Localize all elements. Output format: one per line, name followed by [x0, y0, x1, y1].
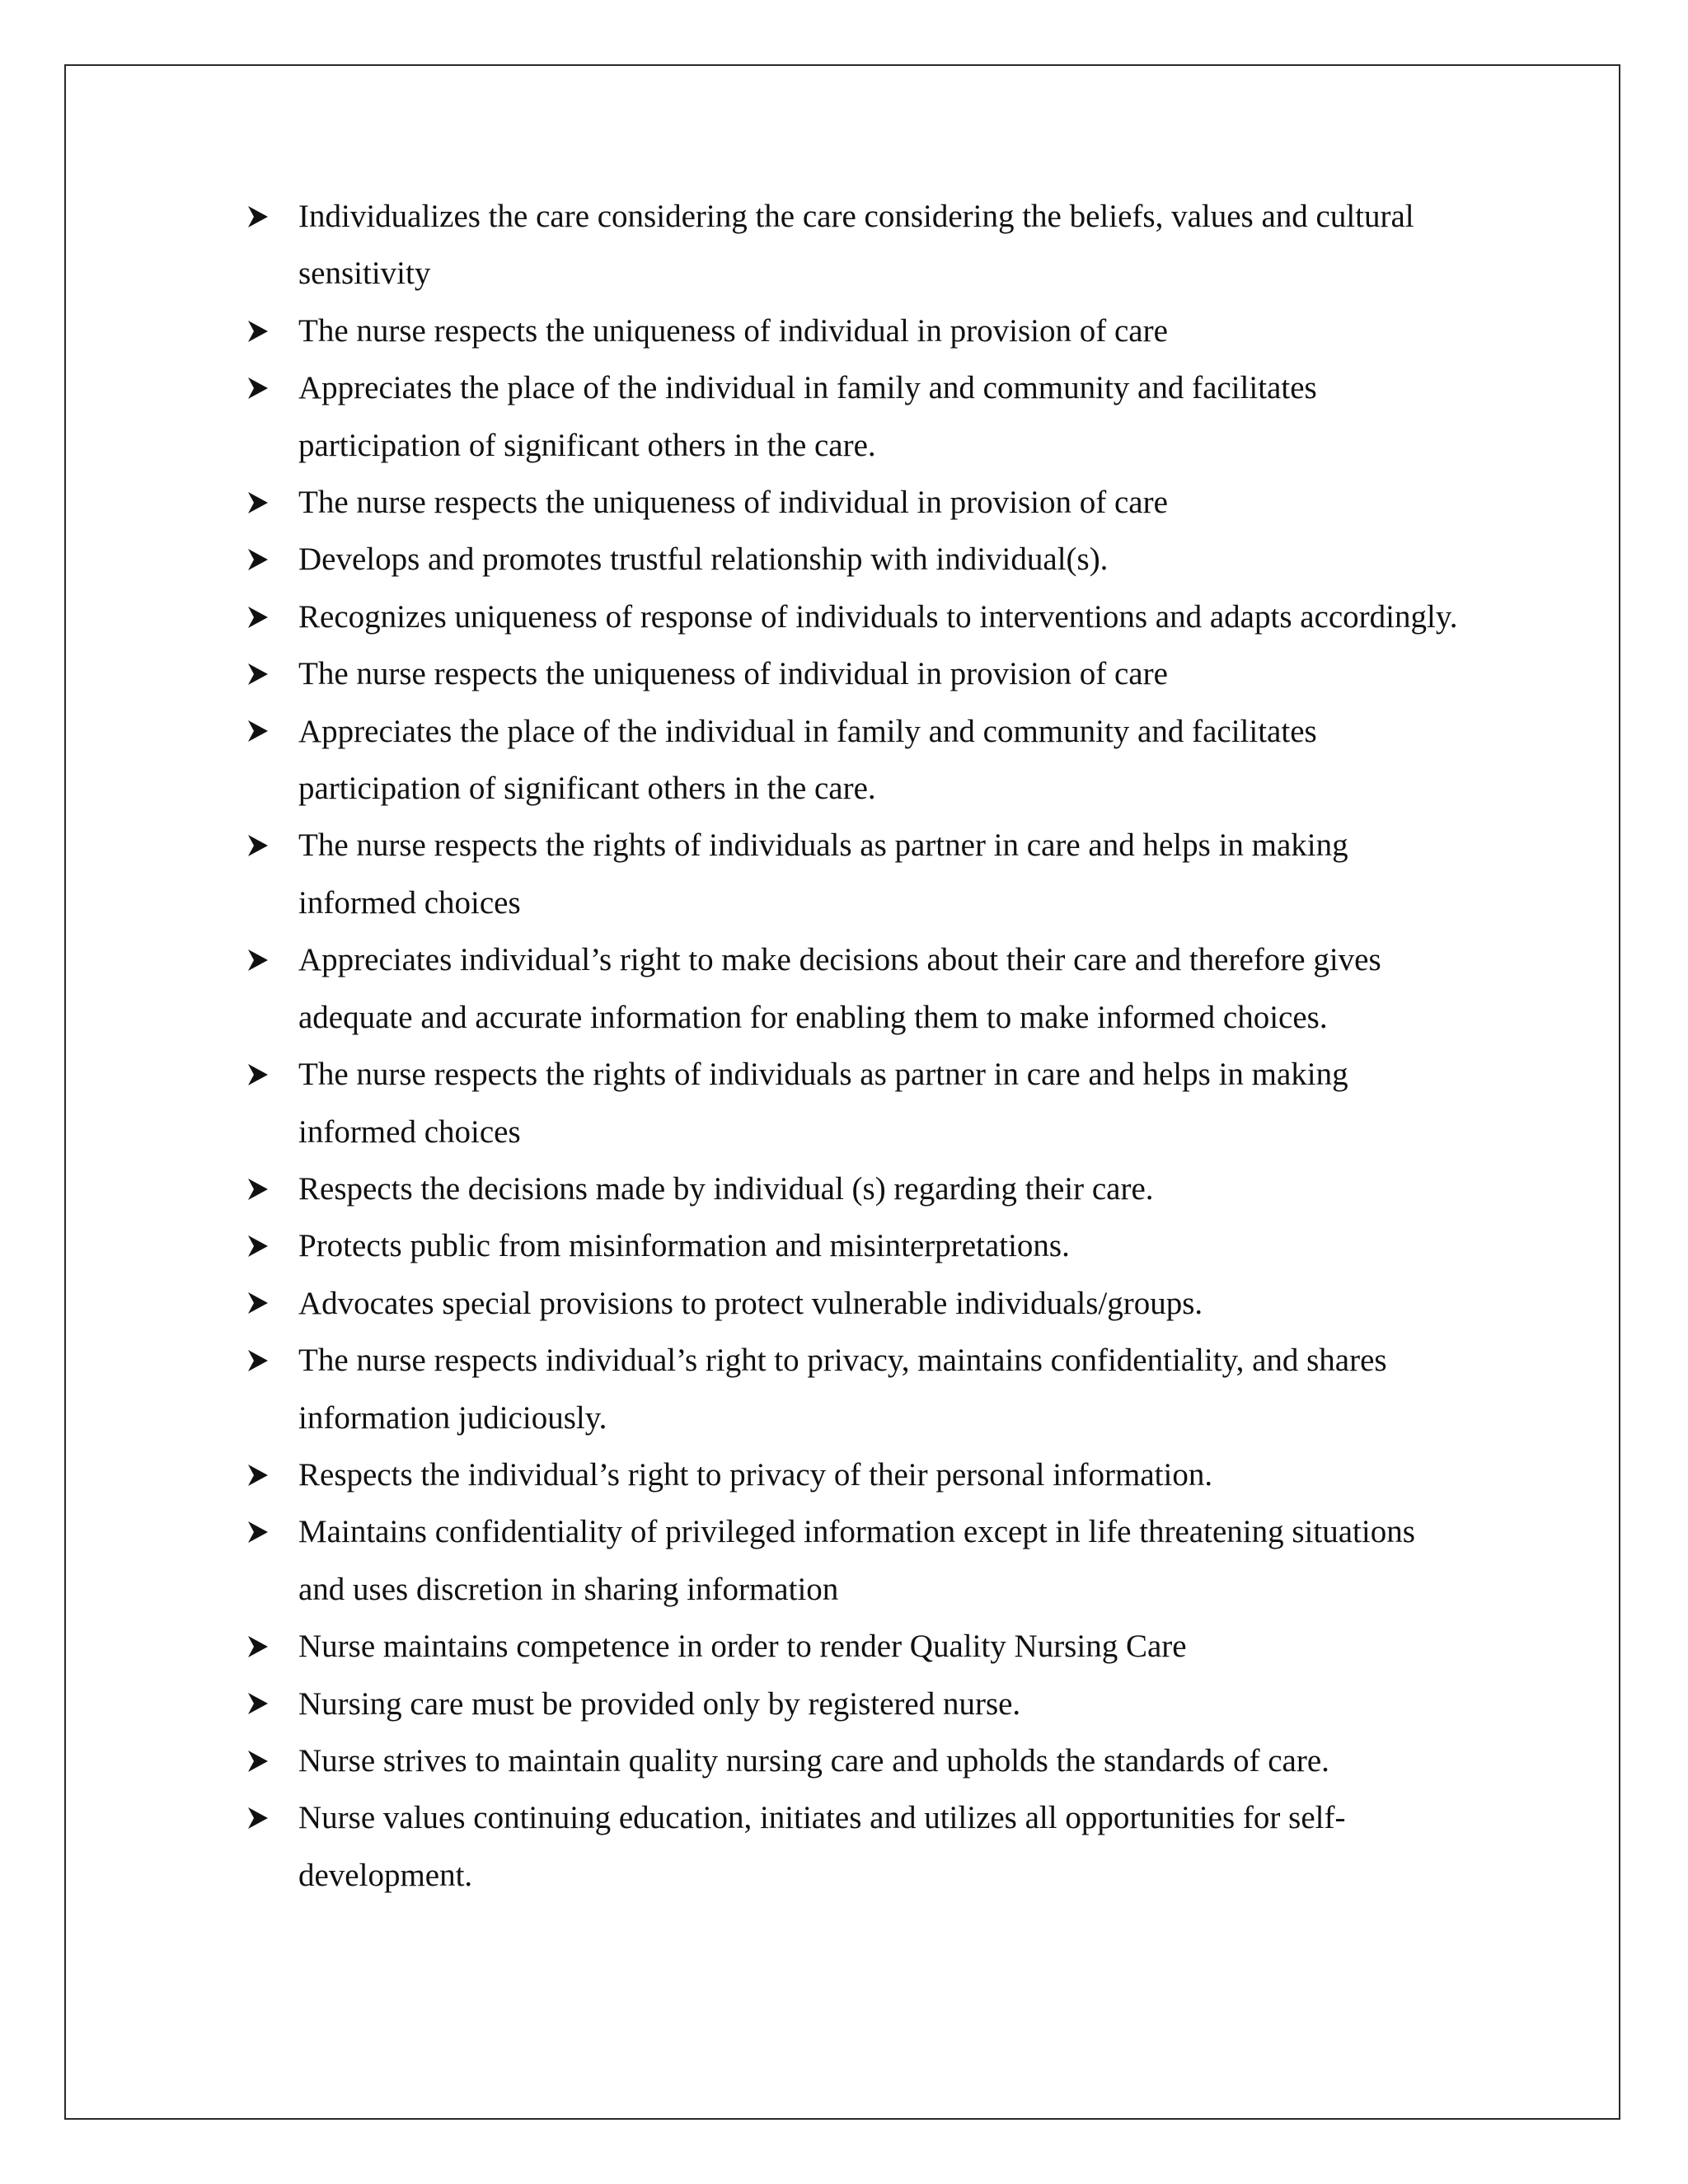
list-item	[247, 1789, 1467, 1904]
arrowhead-bullet-icon	[247, 1217, 275, 1274]
list-item-text: Nurse values continuing education, initiates and utilizes all opportunities for self-development.	[298, 1800, 1346, 1893]
list-item	[247, 474, 1467, 531]
list-item-text: The nurse respects individual’s right to privacy, maintains confidentiality, and shares information judiciously.	[298, 1343, 1387, 1436]
list-item	[247, 1503, 1467, 1618]
arrowhead-bullet-icon	[247, 817, 275, 874]
arrowhead-bullet-icon	[247, 1446, 275, 1503]
list-item	[247, 1046, 1467, 1160]
list-item-text: Advocates special provisions to protect vulnerable individuals/groups.	[298, 1285, 1203, 1321]
arrowhead-bullet-icon	[247, 1503, 275, 1560]
list-item	[247, 359, 1467, 474]
list-item	[247, 931, 1467, 1046]
list-item-text: Appreciates individual’s right to make decisions about their care and therefore gives adequate and accurate information for enabling them to make informed choices.	[298, 942, 1381, 1035]
arrowhead-bullet-icon	[247, 1732, 275, 1789]
arrowhead-bullet-icon	[247, 1160, 275, 1217]
list-item-text: The nurse respects the uniqueness of individual in provision of care	[298, 312, 1168, 349]
list-item-text: Maintains confidentiality of privileged information except in life threatening situations and uses discretion in sharing information	[298, 1514, 1415, 1607]
list-item	[247, 1275, 1467, 1332]
list-item-text: Respects the individual’s right to privacy of their personal information.	[298, 1456, 1213, 1493]
list-item-text: Appreciates the place of the individual in family and community and facilitates participation of significant others in the care.	[298, 713, 1317, 807]
arrowhead-bullet-icon	[247, 188, 275, 245]
list-item-text: Nurse maintains competence in order to render Quality Nursing Care	[298, 1629, 1187, 1665]
list-item-text: The nurse respects the uniqueness of individual in provision of care	[298, 656, 1168, 692]
list-item	[247, 1675, 1467, 1732]
arrowhead-bullet-icon	[247, 1275, 275, 1332]
list-item	[247, 1732, 1467, 1789]
arrowhead-bullet-icon	[247, 1046, 275, 1103]
list-item	[247, 1446, 1467, 1503]
arrowhead-bullet-icon	[247, 1332, 275, 1389]
list-item	[247, 588, 1467, 645]
list-item	[247, 817, 1467, 931]
list-item	[247, 1618, 1467, 1675]
list-item	[247, 703, 1467, 818]
arrowhead-bullet-icon	[247, 474, 275, 531]
list-item-text: Develops and promotes trustful relationship with individual(s).	[298, 541, 1109, 578]
arrowhead-bullet-icon	[247, 359, 275, 416]
list-item-text: Recognizes uniqueness of response of individuals to interventions and adapts accordingly.	[298, 598, 1458, 635]
list-item	[247, 645, 1467, 702]
arrowhead-bullet-icon	[247, 703, 275, 760]
list-item	[247, 531, 1467, 588]
arrowhead-bullet-icon	[247, 931, 275, 988]
bullet-list	[247, 188, 1467, 1904]
arrowhead-bullet-icon	[247, 588, 275, 645]
list-item	[247, 1332, 1467, 1446]
arrowhead-bullet-icon	[247, 1618, 275, 1675]
list-item-text: Nurse strives to maintain quality nursing care and upholds the standards of care.	[298, 1742, 1329, 1779]
arrowhead-bullet-icon	[247, 1789, 275, 1846]
list-item	[247, 188, 1467, 302]
list-item-text: Nursing care must be provided only by registered nurse.	[298, 1685, 1021, 1722]
list-item	[247, 1217, 1467, 1274]
arrowhead-bullet-icon	[247, 531, 275, 588]
arrowhead-bullet-icon	[247, 302, 275, 359]
list-item-text: The nurse respects the rights of individuals as partner in care and helps in making informed choices	[298, 827, 1348, 921]
list-item	[247, 302, 1467, 359]
list-item-text: Protects public from misinformation and misinterpretations.	[298, 1228, 1070, 1264]
arrowhead-bullet-icon	[247, 1675, 275, 1732]
list-item-text: The nurse respects the uniqueness of individual in provision of care	[298, 485, 1168, 521]
list-item-text: Appreciates the place of the individual in family and community and facilitates participation of significant others in the care.	[298, 370, 1317, 463]
list-item-text: Individualizes the care considering the care considering the beliefs, values and cultural sensitivity	[298, 199, 1414, 292]
list-item-text: Respects the decisions made by individual (s) regarding their care.	[298, 1170, 1154, 1207]
list-item-text: The nurse respects the rights of individuals as partner in care and helps in making informed choices	[298, 1057, 1348, 1150]
list-item	[247, 1160, 1467, 1217]
arrowhead-bullet-icon	[247, 645, 275, 702]
